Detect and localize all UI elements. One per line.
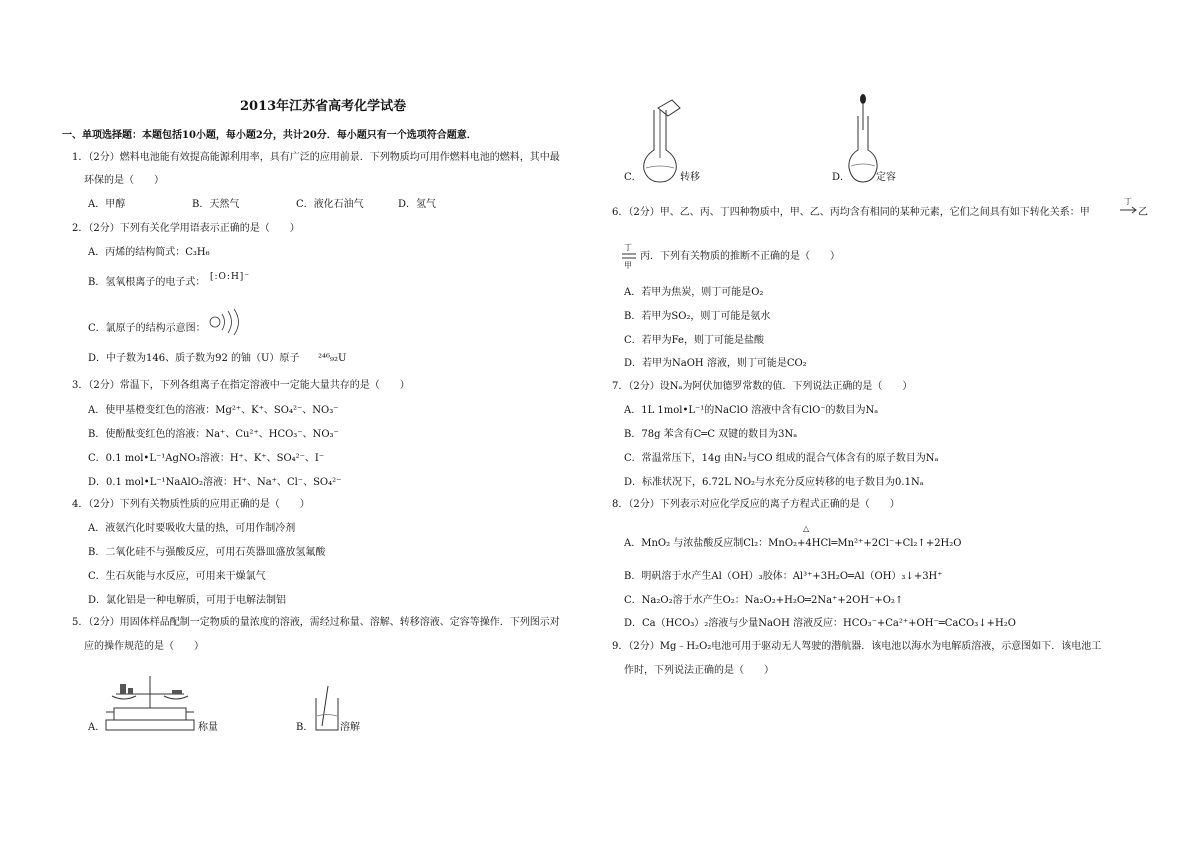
q5-stem-cont: 应的操作规范的是（ ） <box>84 641 204 652</box>
q5-option-c-letter: C． <box>624 172 642 183</box>
q1-option-c: C．液化石油气 <box>296 199 364 210</box>
q6-arrow-1-reagent: 丁 <box>1124 197 1132 206</box>
q6-option-b: B．若甲为SO₂，则丁可能是氨水 <box>624 311 771 322</box>
q6-stem-cont: 丙．下列有关物质的推断不正确的是（ ） <box>640 251 840 262</box>
q7-option-a: A．1L 1mol•L⁻¹的NaClO 溶液中含有ClO⁻的数目为Nₐ <box>624 405 879 416</box>
q6-stem: 6．（2分）甲、乙、丙、丁四种物质中，甲、乙、丙均含有相同的某种元素，它们之间具有如下转化关系：甲 <box>612 207 1090 218</box>
section-heading: 一、单项选择题：本题包括10小题，每小题2分，共计20分．每小题只有一个选项符合题意． <box>62 130 477 141</box>
q6-stem-end: 乙 <box>1138 207 1148 218</box>
q6-arrow-2-top-reagent: 丁 <box>624 243 632 252</box>
q6-arrow-2 <box>622 242 638 272</box>
q6-option-c: C．若甲为Fe，则丁可能是盐酸 <box>624 335 764 346</box>
balance-scale-figure <box>102 668 198 732</box>
right-arrow-icon <box>1120 198 1138 216</box>
q5-option-a-letter: A． <box>88 722 106 733</box>
q8-option-c: C．Na₂O₂溶于水产生O₂：Na₂O₂+H₂O═2Na⁺+2OH⁻+O₂↑ <box>624 595 904 606</box>
q5-option-a-label: 称量 <box>198 722 218 733</box>
q6-arrow-2-bottom-reagent: 甲 <box>624 261 632 270</box>
q3-stem: 3．（2分）常温下，下列各组离子在指定溶液中一定能大量共存的是（ ） <box>72 380 410 391</box>
q6-option-d: D．若甲为NaOH 溶液，则丁可能是CO₂ <box>624 358 807 369</box>
q8-stem: 8．（2分）下列表示对应化学反应的离子方程式正确的是（ ） <box>612 499 900 510</box>
q3-option-c: C．0.1 mol•L⁻¹AgNO₃溶液：H⁺、K⁺、SO₄²⁻、I⁻ <box>88 453 325 464</box>
q1-stem: 1．（2分）燃料电池能有效提高能源利用率，具有广泛的应用前景．下列物质均可用作燃料电池的燃料，其中最 <box>72 152 560 163</box>
q4-option-c: C．生石灰能与水反应，可用来干燥氯气 <box>88 571 266 582</box>
q7-option-c: C．常温常压下，14g 由N₂与CO 组成的混合气体含有的原子数目为Nₐ <box>624 453 939 464</box>
volumetric-flask-dropper-figure <box>846 94 880 184</box>
q2-option-b: B．氢氧根离子的电子式： <box>88 277 206 288</box>
q5-option-d-letter: D． <box>832 172 851 183</box>
q6-option-a: A．若甲为焦炭，则丁可能是O₂ <box>624 287 764 298</box>
q5-option-b-letter: B． <box>296 722 314 733</box>
beaker-dissolve-figure <box>314 686 340 732</box>
q4-option-d: D．氯化铝是一种电解质，可用于电解法制铝 <box>88 595 287 606</box>
q6-arrow-1 <box>1120 198 1138 216</box>
q4-option-a: A．液氨汽化时要吸收大量的热，可用作制冷剂 <box>88 523 296 534</box>
q8-option-a: A．MnO₂ 与浓盐酸反应制Cl₂：MnO₂+4HCl═Mn²⁺+2Cl⁻+Cl₂↑+2H₂O <box>624 538 962 549</box>
q7-option-d: D．标准状况下，6.72L NO₂与水充分反应转移的电子数目为0.1Nₐ <box>624 477 924 488</box>
q1-option-d: D．氢气 <box>398 199 437 210</box>
q1-option-b: B．天然气 <box>192 199 240 210</box>
q1-option-a: A．甲醇 <box>88 199 126 210</box>
q9-stem-cont: 作时，下列说法正确的是（ ） <box>624 665 774 676</box>
q3-option-b: B．使酚酞变红色的溶液：Na⁺、Cu²⁺、HCO₃⁻、NO₃⁻ <box>88 429 339 440</box>
q5-option-d-label: 定容 <box>876 172 896 183</box>
q3-option-d: D．0.1 mol•L⁻¹NaAlO₂溶液：H⁺、Na⁺、Cl⁻、SO₄²⁻ <box>88 477 342 488</box>
chlorine-atom-diagram <box>205 308 247 336</box>
q1-stem-cont: 环保的是（ ） <box>84 175 164 186</box>
q2-option-a: A．丙烯的结构简式：C₃H₆ <box>88 247 210 258</box>
q2-option-c: C．氯原子的结构示意图： <box>88 323 206 334</box>
q8-heat-condition: △ <box>803 524 810 533</box>
volumetric-flask-transfer-figure <box>638 98 682 184</box>
q4-option-b: B．二氧化硅不与强酸反应，可用石英器皿盛放氢氟酸 <box>88 547 326 558</box>
q3-option-a: A．使甲基橙变红色的溶液：Mg²⁺、K⁺、SO₄²⁻、NO₃⁻ <box>88 405 339 416</box>
q8-option-b: B．明矾溶于水产生Al（OH）₃胶体：Al³⁺+3H₂O═Al（OH）₃↓+3H⁺ <box>624 571 943 582</box>
q5-stem: 5．（2分）用固体样品配制一定物质的量浓度的溶液，需经过称量、溶解、转移溶液、定容等操作．下列图示对 <box>72 617 560 628</box>
q5-option-c-label: 转移 <box>680 172 700 183</box>
uranium-isotope: ²⁴⁶₉₂U <box>318 353 347 364</box>
page-title: 2013年江苏省高考化学试卷 <box>240 99 407 114</box>
q7-option-b: B．78g 苯含有C═C 双键的数目为3Nₐ <box>624 429 798 440</box>
q9-stem: 9．（2分）Mg﹣H₂O₂电池可用于驱动无人驾驶的潜航器．该电池以海水为电解质溶液，示意图如下．该电池工 <box>612 641 1102 652</box>
q7-stem: 7．（2分）设Nₐ为阿伏加德罗常数的值．下列说法正确的是（ ） <box>612 381 913 392</box>
hydroxide-electron-formula: [:O:H]⁻ <box>210 272 251 282</box>
q4-stem: 4．（2分）下列有关物质性质的应用正确的是（ ） <box>72 499 310 510</box>
q2-option-d: D．中子数为146、质子数为92 的铀（U）原子 <box>88 353 300 364</box>
q5-option-b-label: 溶解 <box>340 722 360 733</box>
q2-stem: 2．（2分）下列有关化学用语表示正确的是（ ） <box>72 223 300 234</box>
q8-option-d: D．Ca（HCO₃）₂溶液与少量NaOH 溶液反应：HCO₃⁻+Ca²⁺+OH⁻═CaCO₃↓+H₂O <box>624 618 1016 629</box>
